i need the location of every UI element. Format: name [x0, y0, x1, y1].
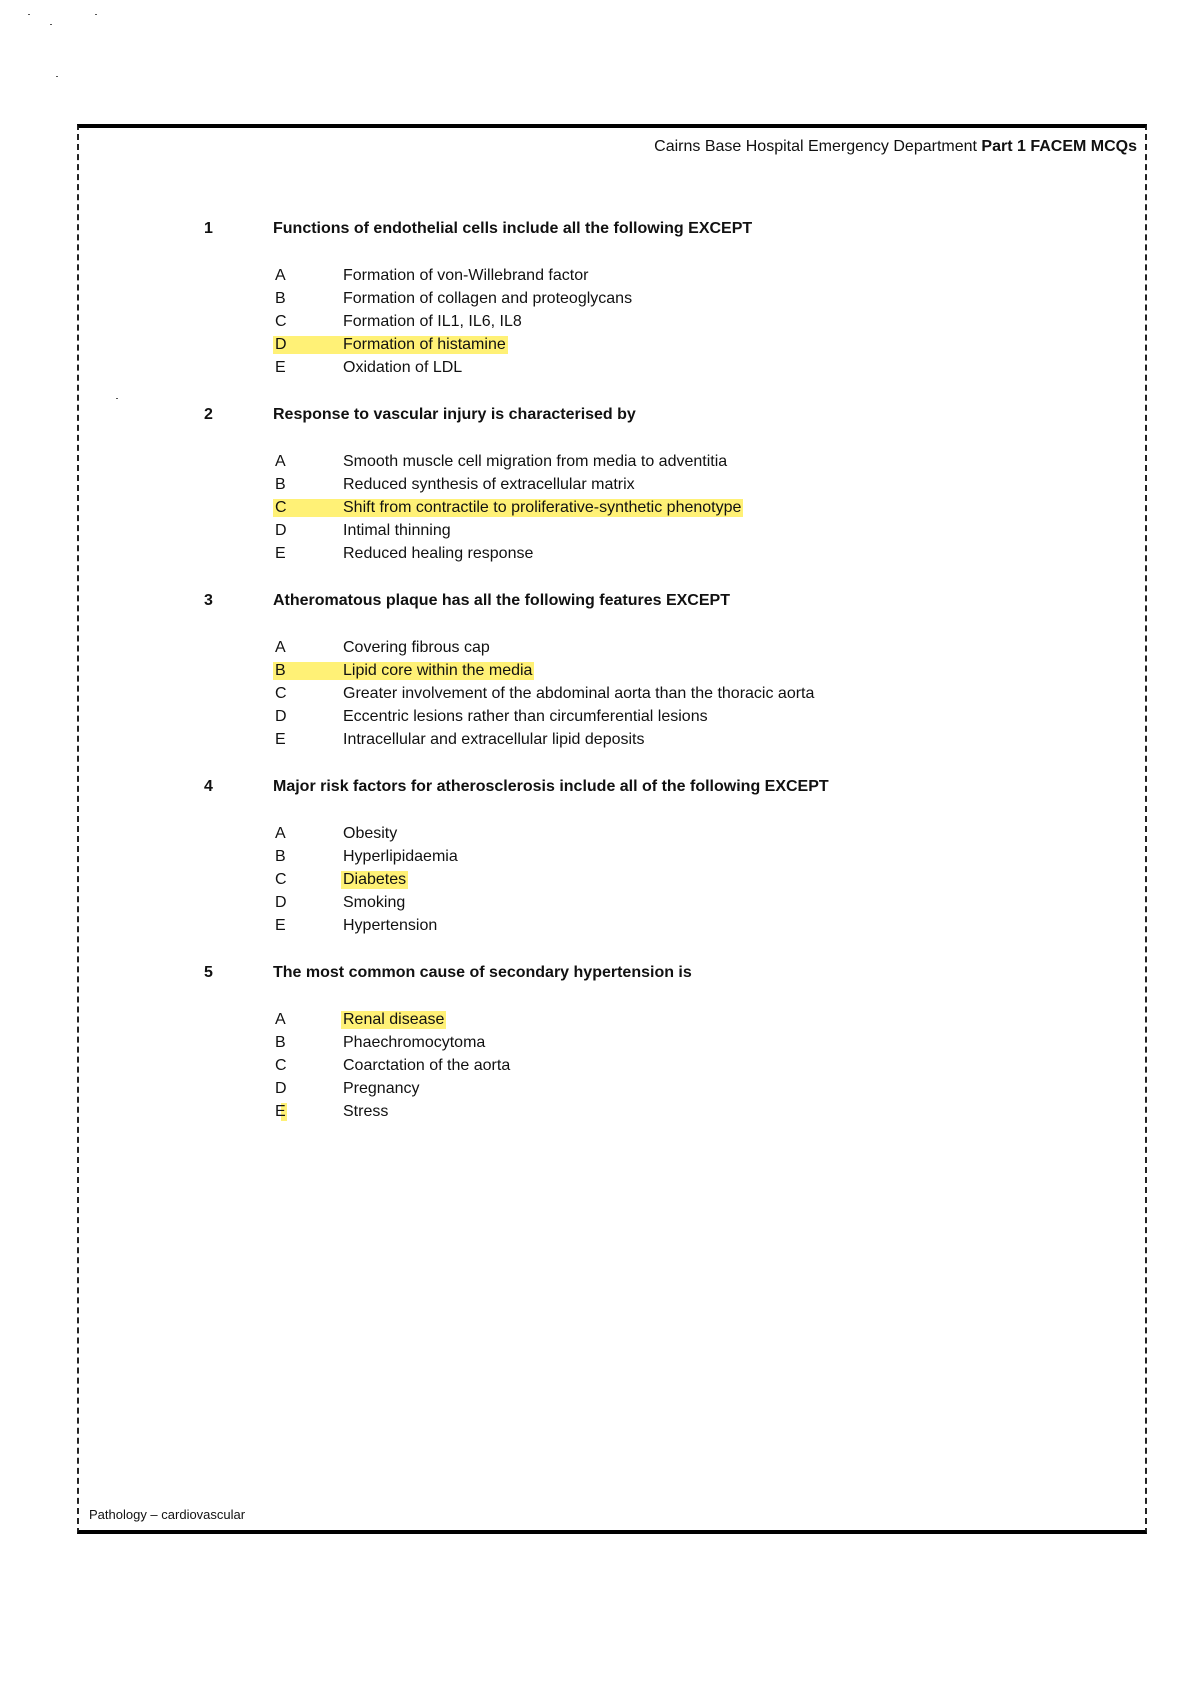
- option-2e[interactable]: [79, 545, 1145, 568]
- option-5d[interactable]: [79, 1080, 1145, 1103]
- option-text: Coarctation of the aorta: [343, 1057, 511, 1074]
- option-text: Hypertension: [343, 917, 438, 934]
- option-text: Lipid core within the media: [343, 662, 533, 679]
- option-text: Smooth muscle cell migration from media to adventitia: [343, 453, 728, 470]
- option-text: Obesity: [343, 825, 398, 842]
- option-1c[interactable]: [79, 313, 1145, 336]
- option-letter: D: [275, 522, 287, 539]
- question-stem: The most common cause of secondary hypertension is: [273, 964, 692, 981]
- document-header: [654, 138, 1137, 156]
- option-3d[interactable]: [79, 708, 1145, 731]
- option-text: Pregnancy: [343, 1080, 420, 1097]
- option-letter: D: [275, 708, 287, 725]
- option-text: Hyperlipidaemia: [343, 848, 458, 865]
- option-5c[interactable]: [79, 1057, 1145, 1080]
- option-letter: A: [275, 1011, 286, 1028]
- option-letter: D: [273, 336, 341, 354]
- page-frame: [77, 124, 1147, 1534]
- option-letter: E: [275, 917, 286, 934]
- option-text: Formation of collagen and proteoglycans: [343, 290, 633, 307]
- option-text: Renal disease: [343, 1011, 445, 1028]
- option-text: Diabetes: [343, 871, 407, 888]
- option-text: Oxidation of LDL: [343, 359, 463, 376]
- option-letter: B: [275, 1034, 286, 1051]
- option-3e[interactable]: [79, 731, 1145, 754]
- option-4b[interactable]: [79, 848, 1145, 871]
- option-letter: E: [275, 731, 286, 748]
- option-letter: C: [275, 1057, 287, 1074]
- option-1e[interactable]: [79, 359, 1145, 382]
- option-2a[interactable]: [79, 453, 1145, 476]
- option-letter: A: [275, 639, 286, 656]
- option-4a[interactable]: [79, 825, 1145, 848]
- question-stem: Response to vascular injury is characterised by: [273, 406, 636, 423]
- option-5b[interactable]: [79, 1034, 1145, 1057]
- question-number: 1: [204, 220, 213, 237]
- option-1b[interactable]: [79, 290, 1145, 313]
- question-number: 5: [204, 964, 213, 981]
- option-letter: B: [275, 476, 286, 493]
- option-letter: D: [275, 1080, 287, 1097]
- option-text: Greater involvement of the abdominal aorta than the thoracic aorta: [343, 685, 815, 702]
- question-number: 3: [204, 592, 213, 609]
- option-text: Reduced healing response: [343, 545, 534, 562]
- scan-speck: [50, 24, 52, 25]
- option-letter: A: [275, 267, 286, 284]
- option-letter: A: [275, 453, 286, 470]
- option-text: Reduced synthesis of extracellular matrix: [343, 476, 635, 493]
- option-text: Smoking: [343, 894, 406, 911]
- option-letter: B: [275, 848, 286, 865]
- option-4d[interactable]: [79, 894, 1145, 917]
- option-3a[interactable]: [79, 639, 1145, 662]
- option-text: Formation of histamine: [343, 336, 506, 353]
- scan-speck: [95, 14, 97, 15]
- option-text: Stress: [343, 1103, 389, 1120]
- option-4c-highlighted[interactable]: [79, 871, 1145, 894]
- option-1d-highlighted[interactable]: [79, 336, 1145, 359]
- option-text: Formation of IL1, IL6, IL8: [343, 313, 522, 330]
- option-letter: D: [275, 894, 287, 911]
- option-letter: A: [275, 825, 286, 842]
- option-text: Covering fibrous cap: [343, 639, 490, 656]
- question-number: 2: [204, 406, 213, 423]
- scan-speck: [56, 76, 58, 77]
- option-3c[interactable]: [79, 685, 1145, 708]
- document-footer: Pathology – cardiovascular: [89, 1507, 246, 1522]
- option-5a-highlighted[interactable]: [79, 1011, 1145, 1034]
- option-letter: C: [273, 499, 341, 517]
- option-2b[interactable]: [79, 476, 1145, 499]
- question-stem: Atheromatous plaque has all the following features EXCEPT: [273, 592, 730, 609]
- option-1a[interactable]: [79, 267, 1145, 290]
- question-number: 4: [204, 778, 213, 795]
- option-text: Intimal thinning: [343, 522, 451, 539]
- option-text: Formation of von-Willebrand factor: [343, 267, 589, 284]
- header-title: Cairns Base Hospital Emergency Department: [654, 138, 982, 155]
- option-letter: E: [275, 545, 286, 562]
- option-2c-highlighted[interactable]: [79, 499, 1145, 522]
- option-text: Eccentric lesions rather than circumferential lesions: [343, 708, 708, 725]
- option-letter: B: [275, 290, 286, 307]
- option-3b-highlighted[interactable]: [79, 662, 1145, 685]
- option-letter: B: [273, 662, 341, 680]
- question-stem: Major risk factors for atherosclerosis include all of the following EXCEPT: [273, 778, 829, 795]
- option-letter: C: [275, 871, 287, 888]
- option-4e[interactable]: [79, 917, 1145, 940]
- option-text: Shift from contractile to proliferative-synthetic phenotype: [343, 499, 742, 516]
- option-text: Intracellular and extracellular lipid deposits: [343, 731, 645, 748]
- scan-speck: [28, 14, 30, 15]
- question-stem: Functions of endothelial cells include all the following EXCEPT: [273, 220, 753, 237]
- option-5e[interactable]: [79, 1103, 1145, 1126]
- header-title-bold: Part 1 FACEM MCQs: [981, 138, 1137, 155]
- option-letter: C: [275, 685, 287, 702]
- option-letter: E: [275, 359, 286, 376]
- option-text: Phaechromocytoma: [343, 1034, 486, 1051]
- option-letter: C: [275, 313, 287, 330]
- option-letter: E: [275, 1103, 286, 1120]
- option-2d[interactable]: [79, 522, 1145, 545]
